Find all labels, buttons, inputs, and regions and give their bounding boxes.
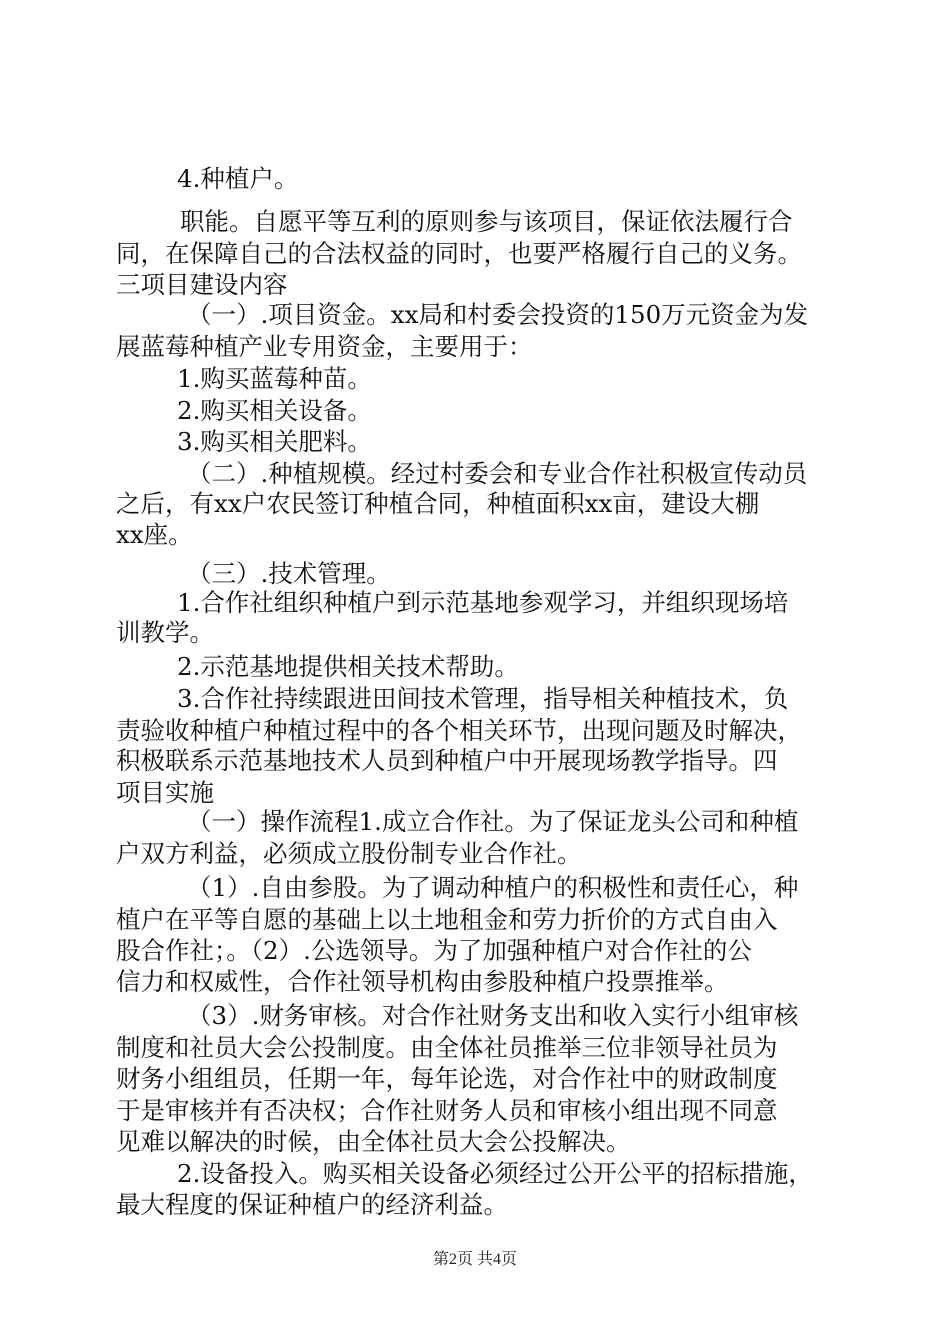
text-line: 训教学。 <box>116 618 214 647</box>
text-line: 职能。自愿平等互利的原则参与该项目，保证依法履行合 <box>180 207 793 236</box>
text-line: 展蓝莓种植产业专用资金，主要用于： <box>116 332 533 361</box>
list-item: 2.设备投入。购买相关设备必须经过公开公平的招标措施， <box>177 1159 813 1188</box>
text-line: 最大程度的保证种植户的经济利益。 <box>116 1190 508 1219</box>
list-item: 1.合作社组织种植户到示范基地参观学习，并组织现场培 <box>177 588 789 617</box>
list-item: 3.合作社持续跟进田间技术管理，指导相关种植技术，负 <box>177 684 789 713</box>
text-line: xx座。 <box>116 520 193 549</box>
text-line: 于是审核并有否决权；合作社财务人员和审核小组出现不同意 <box>116 1096 778 1125</box>
text-line: 信力和权威性，合作社领导机构由参股种植户投票推举。 <box>116 967 729 996</box>
text-line: 植户在平等自愿的基础上以土地租金和劳力折价的方式自由入 <box>116 905 778 934</box>
text-line: （1）.自由参股。为了调动种植户的积极性和责任心，种 <box>187 873 799 902</box>
text-line: 积极联系示范基地技术人员到种植户中开展现场教学指导。四 <box>116 746 778 775</box>
list-item: 3.购买相关肥料。 <box>177 427 372 456</box>
text-line: （二）.种植规模。经过村委会和专业合作社积极宣传动员 <box>187 459 808 488</box>
text-line: 户双方利益，必须成立股份制专业合作社。 <box>116 839 582 868</box>
text-line: 制度和社员大会公投制度。由全体社员推举三位非领导社员为 <box>116 1033 778 1062</box>
text-line: 之后，有xx户农民签订种植合同，种植面积xx亩，建设大棚 <box>116 489 760 518</box>
text-line: （三）.技术管理。 <box>187 559 391 588</box>
section-heading: 三项目建设内容 <box>116 270 288 299</box>
text-line: 股合作社；。（2）.公选领导。为了加强种植户对合作社的公 <box>116 936 752 965</box>
text-line: （一）.项目资金。xx局和村委会投资的150万元资金为发 <box>187 300 809 329</box>
page-footer: 第2页 共4页 <box>432 1251 517 1268</box>
text-line: 责验收种植户种植过程中的各个相关环节，出现问题及时解决， <box>116 716 802 745</box>
text-line: （一）操作流程1.成立合作社。为了保证龙头公司和种植 <box>187 807 799 836</box>
text-line: 4.种植户。 <box>177 164 299 193</box>
list-item: 1.购买蓝莓种苗。 <box>177 364 372 393</box>
text-line: （3）.财务审核。对合作社财务支出和收入实行小组审核 <box>187 1001 799 1030</box>
section-heading: 项目实施 <box>116 778 214 807</box>
list-item: 2.示范基地提供相关技术帮助。 <box>177 652 519 681</box>
text-line: 财务小组组员，任期一年，每年论选，对合作社中的财政制度 <box>116 1064 778 1093</box>
text-line: 见难以解决的时候，由全体社员大会公投解决。 <box>116 1127 631 1156</box>
text-line: 同，在保障自己的合法权益的同时，也要严格履行自己的义务。 <box>116 239 802 268</box>
list-item: 2.购买相关设备。 <box>177 396 372 425</box>
